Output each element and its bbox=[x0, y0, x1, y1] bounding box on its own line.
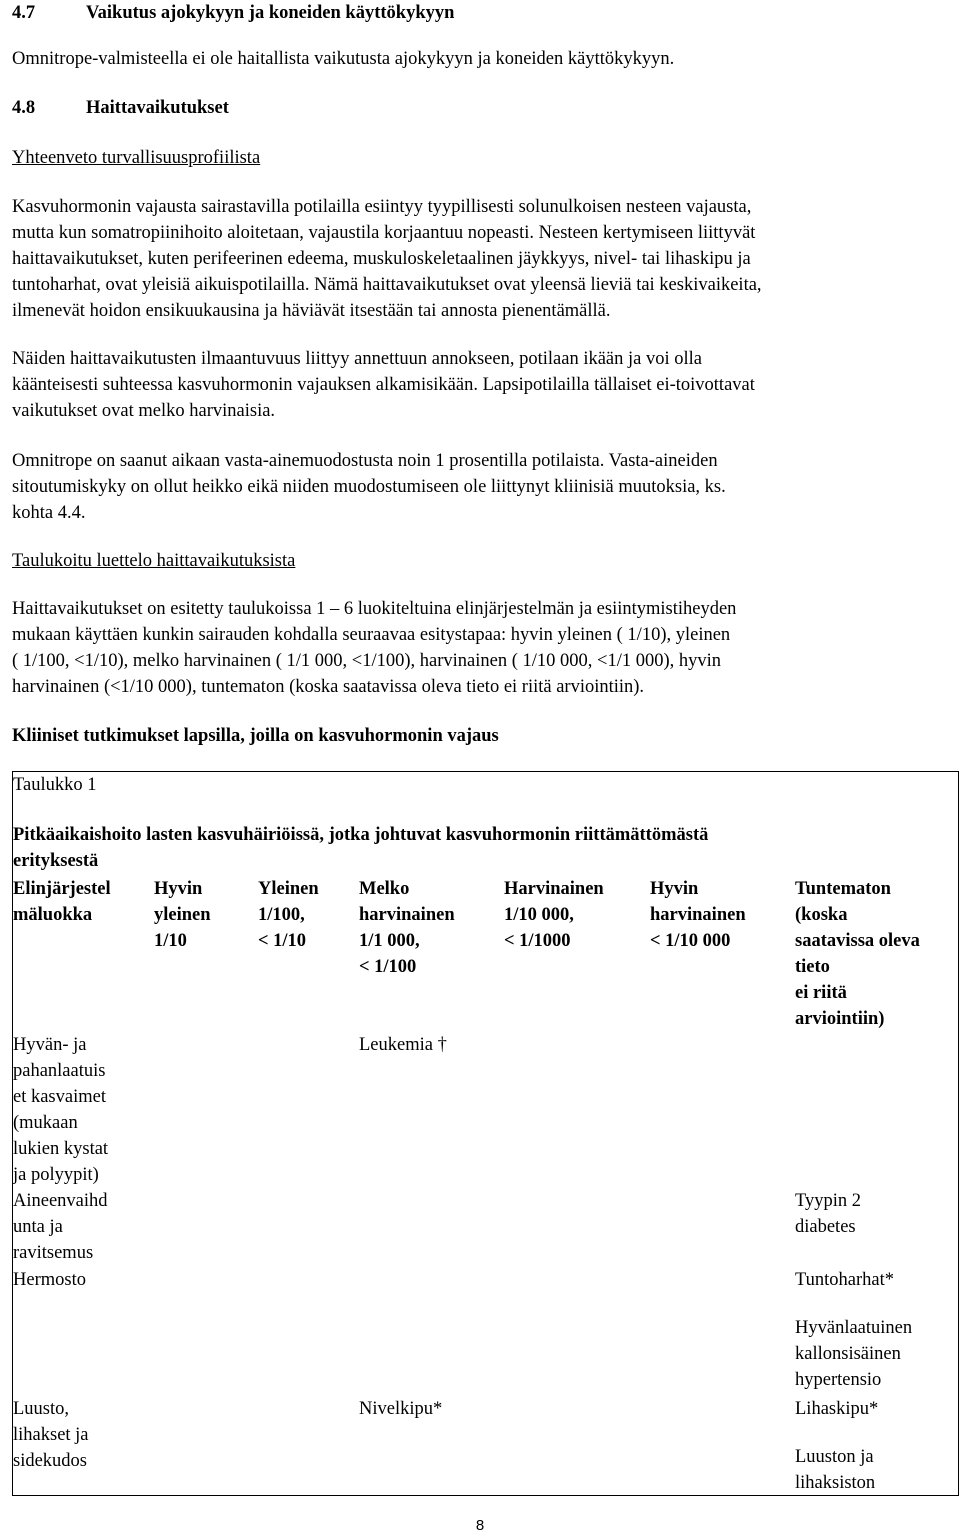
text-line: vaikutukset ovat melko harvinaisia. bbox=[12, 401, 276, 421]
header-line: harvinainen bbox=[359, 905, 455, 925]
cell-line: lihakset ja bbox=[13, 1425, 89, 1445]
header-line: Tuntematon bbox=[795, 879, 891, 899]
text-line: Omnitrope on saanut aikaan vasta-ainemuodostusta noin 1 prosentilla potilaista. Vasta-aineiden bbox=[12, 451, 718, 471]
section-4-7-text: Omnitrope-valmisteella ei ole haitallista vaikutusta ajokykyyn ja koneiden käyttökykyyn. bbox=[12, 49, 675, 69]
header-line: arviointiin) bbox=[795, 1009, 885, 1029]
cell-line: Luuston ja bbox=[795, 1447, 874, 1467]
clinical-trials-heading: Kliiniset tutkimukset lapsilla, joilla on kasvuhormonin vajaus bbox=[12, 726, 499, 746]
paragraph-frequency-convention bbox=[12, 596, 942, 700]
section-heading-4-8 bbox=[12, 95, 229, 121]
section-number: 4.7 bbox=[12, 3, 36, 23]
header-line: 1/100, bbox=[258, 905, 305, 925]
table-row-musculoskeletal-unknown bbox=[795, 1396, 878, 1496]
text-line: mukaan käyttäen kunkin sairauden kohdalla seuraavaa esitystapaa: hyvin yleinen ( 1/10), yleinen bbox=[12, 625, 731, 645]
cell-line: hypertensio bbox=[795, 1370, 882, 1390]
cell-line: pahanlaatuis bbox=[13, 1061, 106, 1081]
text-line: tuntoharhat, ovat yleisiä aikuispotilailla. Nämä haittavaikutukset ovat yleensä lieviä tai keskivaikeita, bbox=[12, 275, 762, 295]
header-line: Elinjärjestel bbox=[13, 879, 111, 899]
cell-spacer bbox=[795, 1293, 912, 1315]
cell-line: Hyvän- ja bbox=[13, 1035, 87, 1055]
table-row-neoplasms-uncommon bbox=[359, 1032, 447, 1058]
text-line: Kasvuhormonin vajausta sairastavilla potilailla esiintyy tyypillisesti solunulkoisen nesteen vajausta, bbox=[12, 197, 752, 217]
text-line: haittavaikutukset, kuten perifeerinen edeema, muskuloskeletaalinen jäykkyys, nivel- tai lihaskipu ja bbox=[12, 249, 751, 269]
table-row-metabolism-unknown bbox=[795, 1188, 861, 1240]
table-title: Taulukko 1 bbox=[13, 775, 97, 795]
table-row-nervous-class bbox=[13, 1267, 86, 1293]
header-line: Yleinen bbox=[258, 879, 319, 899]
cell-line: (mukaan bbox=[13, 1113, 78, 1133]
section-title: Haittavaikutukset bbox=[86, 98, 229, 118]
text-line: sitoutumiskyky on ollut heikko eikä niiden muodostumiseen ole liittynyt kliinisiä muutoksia, ks. bbox=[12, 477, 726, 497]
cell-line: Nivelkipu* bbox=[359, 1399, 443, 1419]
cell-line: Hermosto bbox=[13, 1270, 86, 1290]
text-line: harvinainen (<1/10 000), tuntematon (koska saatavissa oleva tieto ei riitä arviointiin). bbox=[12, 677, 645, 697]
text-line: kohta 4.4. bbox=[12, 503, 86, 523]
section-title: Vaikutus ajokykyyn ja koneiden käyttökykyyn bbox=[86, 3, 455, 23]
adverse-reactions-table bbox=[12, 771, 959, 1496]
text-line: ilmenevät hoidon ensikuukausina ja häviävät itsestään tai annosta pienentämällä. bbox=[12, 301, 611, 321]
table-row-neoplasms-class bbox=[13, 1032, 108, 1188]
header-line: < 1/1000 bbox=[504, 931, 571, 951]
header-line: Melko bbox=[359, 879, 410, 899]
paragraph-fluid-retention bbox=[12, 194, 942, 324]
table-row-metabolism-class bbox=[13, 1188, 108, 1266]
header-unknown bbox=[795, 876, 920, 1032]
text-line: Pitkäaikaishoito lasten kasvuhäiriöissä, jotka johtuvat kasvuhormonin riittämättömästä bbox=[13, 825, 709, 845]
page-number: 8 bbox=[475, 1517, 485, 1534]
header-line: harvinainen bbox=[650, 905, 746, 925]
tabulated-list-subtitle: Taulukoitu luettelo haittavaikutuksista bbox=[12, 551, 296, 571]
header-uncommon bbox=[359, 876, 455, 980]
paragraph-antibodies bbox=[12, 448, 942, 526]
header-rare bbox=[504, 876, 604, 954]
cell-line: lihaksiston bbox=[795, 1473, 876, 1493]
header-line: Hyvin bbox=[154, 879, 203, 899]
header-line: mäluokka bbox=[13, 905, 93, 925]
header-organ-class bbox=[13, 876, 111, 928]
header-common bbox=[258, 876, 319, 954]
cell-line: et kasvaimet bbox=[13, 1087, 106, 1107]
cell-line: ravitsemus bbox=[13, 1243, 94, 1263]
cell-line: Tuntoharhat* bbox=[795, 1270, 895, 1290]
header-line: (koska bbox=[795, 905, 848, 925]
header-line: ei riitä bbox=[795, 983, 847, 1003]
safety-profile-subtitle: Yhteenveto turvallisuusprofiilista bbox=[12, 148, 261, 168]
text-line: erityksestä bbox=[13, 851, 99, 871]
table-row-musculoskeletal-uncommon bbox=[359, 1396, 442, 1422]
cell-line: Hyvänlaatuinen bbox=[795, 1318, 913, 1338]
cell-line: Aineenvaihd bbox=[13, 1191, 108, 1211]
cell-line: lukien kystat bbox=[13, 1139, 109, 1159]
table-row-musculoskeletal-class bbox=[13, 1396, 89, 1474]
paragraph-incidence bbox=[12, 346, 942, 424]
header-line: Hyvin bbox=[650, 879, 699, 899]
header-line: Harvinainen bbox=[504, 879, 604, 899]
header-line: yleinen bbox=[154, 905, 211, 925]
header-line: saatavissa oleva bbox=[795, 931, 920, 951]
header-line: 1/1 000, bbox=[359, 931, 420, 951]
cell-line: Leukemia † bbox=[359, 1035, 447, 1055]
cell-line: kallonsisäinen bbox=[795, 1344, 901, 1364]
cell-line: diabetes bbox=[795, 1217, 856, 1237]
header-line: 1/10 000, bbox=[504, 905, 574, 925]
table-row-nervous-unknown bbox=[795, 1267, 912, 1393]
header-very-common bbox=[154, 876, 211, 954]
header-line: tieto bbox=[795, 957, 830, 977]
header-line: < 1/10 000 bbox=[650, 931, 731, 951]
header-line: 1/10 bbox=[154, 931, 187, 951]
section-heading-4-7 bbox=[12, 0, 454, 26]
header-line: < 1/10 bbox=[258, 931, 307, 951]
text-line: mutta kun somatropiinihoito aloitetaan, vajaustila korjaantuu nopeasti. Nesteen kertymiseen liittyvät bbox=[12, 223, 756, 243]
cell-line: sidekudos bbox=[13, 1451, 87, 1471]
cell-spacer bbox=[795, 1422, 878, 1444]
cell-line: unta ja bbox=[13, 1217, 63, 1237]
cell-line: Lihaskipu* bbox=[795, 1399, 879, 1419]
header-very-rare bbox=[650, 876, 746, 954]
text-line: Haittavaikutukset on esitetty taulukoissa 1 – 6 luokiteltuina elinjärjestelmän ja esiintymistiheyden bbox=[12, 599, 737, 619]
text-line: Näiden haittavaikutusten ilmaantuvuus liittyy annettuun annokseen, potilaan ikään ja voi olla bbox=[12, 349, 702, 369]
cell-line: ja polyypit) bbox=[13, 1165, 99, 1185]
text-line: käänteisesti suhteessa kasvuhormonin vajauksen alkamisikään. Lapsipotilailla tällaiset ei-toivottavat bbox=[12, 375, 755, 395]
header-line: < 1/100 bbox=[359, 957, 417, 977]
cell-line: Luusto, bbox=[13, 1399, 70, 1419]
text-line: ( 1/100, <1/10), melko harvinainen ( 1/1 000, <1/100), harvinainen ( 1/10 000, <1/1 000), hyvin bbox=[12, 651, 722, 671]
table-caption bbox=[13, 822, 893, 874]
section-number: 4.8 bbox=[12, 98, 36, 118]
cell-line: Tyypin 2 bbox=[795, 1191, 862, 1211]
